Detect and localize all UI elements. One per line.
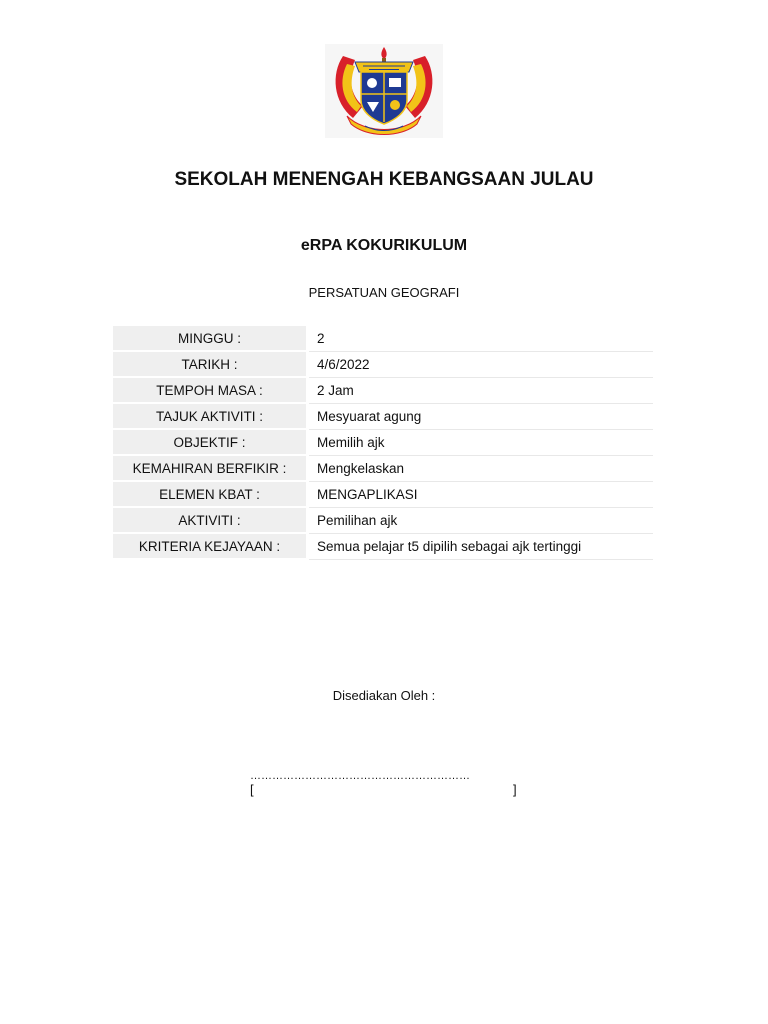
row-label: TARIKH : bbox=[113, 351, 306, 377]
row-label: KRITERIA KEJAYAAN : bbox=[113, 533, 306, 559]
row-label: MINGGU : bbox=[113, 326, 306, 351]
row-label: AKTIVITI : bbox=[113, 507, 306, 533]
row-value: Pemilihan ajk bbox=[309, 507, 653, 533]
school-crest-icon bbox=[325, 44, 443, 138]
activity-details-table bbox=[113, 326, 653, 560]
table-row bbox=[113, 429, 653, 455]
table-row bbox=[113, 455, 653, 481]
name-bracket-close: ] bbox=[513, 782, 517, 797]
row-value: 2 Jam bbox=[309, 377, 653, 403]
table-row bbox=[113, 377, 653, 403]
row-label: TEMPOH MASA : bbox=[113, 377, 306, 403]
row-label: OBJEKTIF : bbox=[113, 429, 306, 455]
table-row bbox=[113, 507, 653, 533]
prepared-by-label: Disediakan Oleh : bbox=[332, 688, 436, 703]
club-name: PERSATUAN GEOGRAFI bbox=[308, 285, 460, 300]
row-value: Semua pelajar t5 dipilih sebagai ajk tertinggi bbox=[309, 533, 653, 559]
school-name: SEKOLAH MENENGAH KEBANGSAAN JULAU bbox=[174, 169, 594, 190]
row-label: TAJUK AKTIVITI : bbox=[113, 403, 306, 429]
name-bracket-open: [ bbox=[250, 782, 254, 797]
row-value: MENGAPLIKASI bbox=[309, 481, 653, 507]
table-row bbox=[113, 533, 653, 559]
row-value: 2 bbox=[309, 326, 653, 351]
row-value: Memilih ajk bbox=[309, 429, 653, 455]
table-row bbox=[113, 351, 653, 377]
table-row bbox=[113, 326, 653, 351]
signature-line: …………………………………………………… bbox=[250, 770, 470, 782]
row-label: KEMAHIRAN BERFIKIR : bbox=[113, 455, 306, 481]
row-value: Mesyuarat agung bbox=[309, 403, 653, 429]
row-label: ELEMEN KBAT : bbox=[113, 481, 306, 507]
table-row bbox=[113, 481, 653, 507]
row-value: 4/6/2022 bbox=[309, 351, 653, 377]
document-title: eRPA KOKURIKULUM bbox=[300, 237, 468, 254]
row-value: Mengkelaskan bbox=[309, 455, 653, 481]
table-row bbox=[113, 403, 653, 429]
